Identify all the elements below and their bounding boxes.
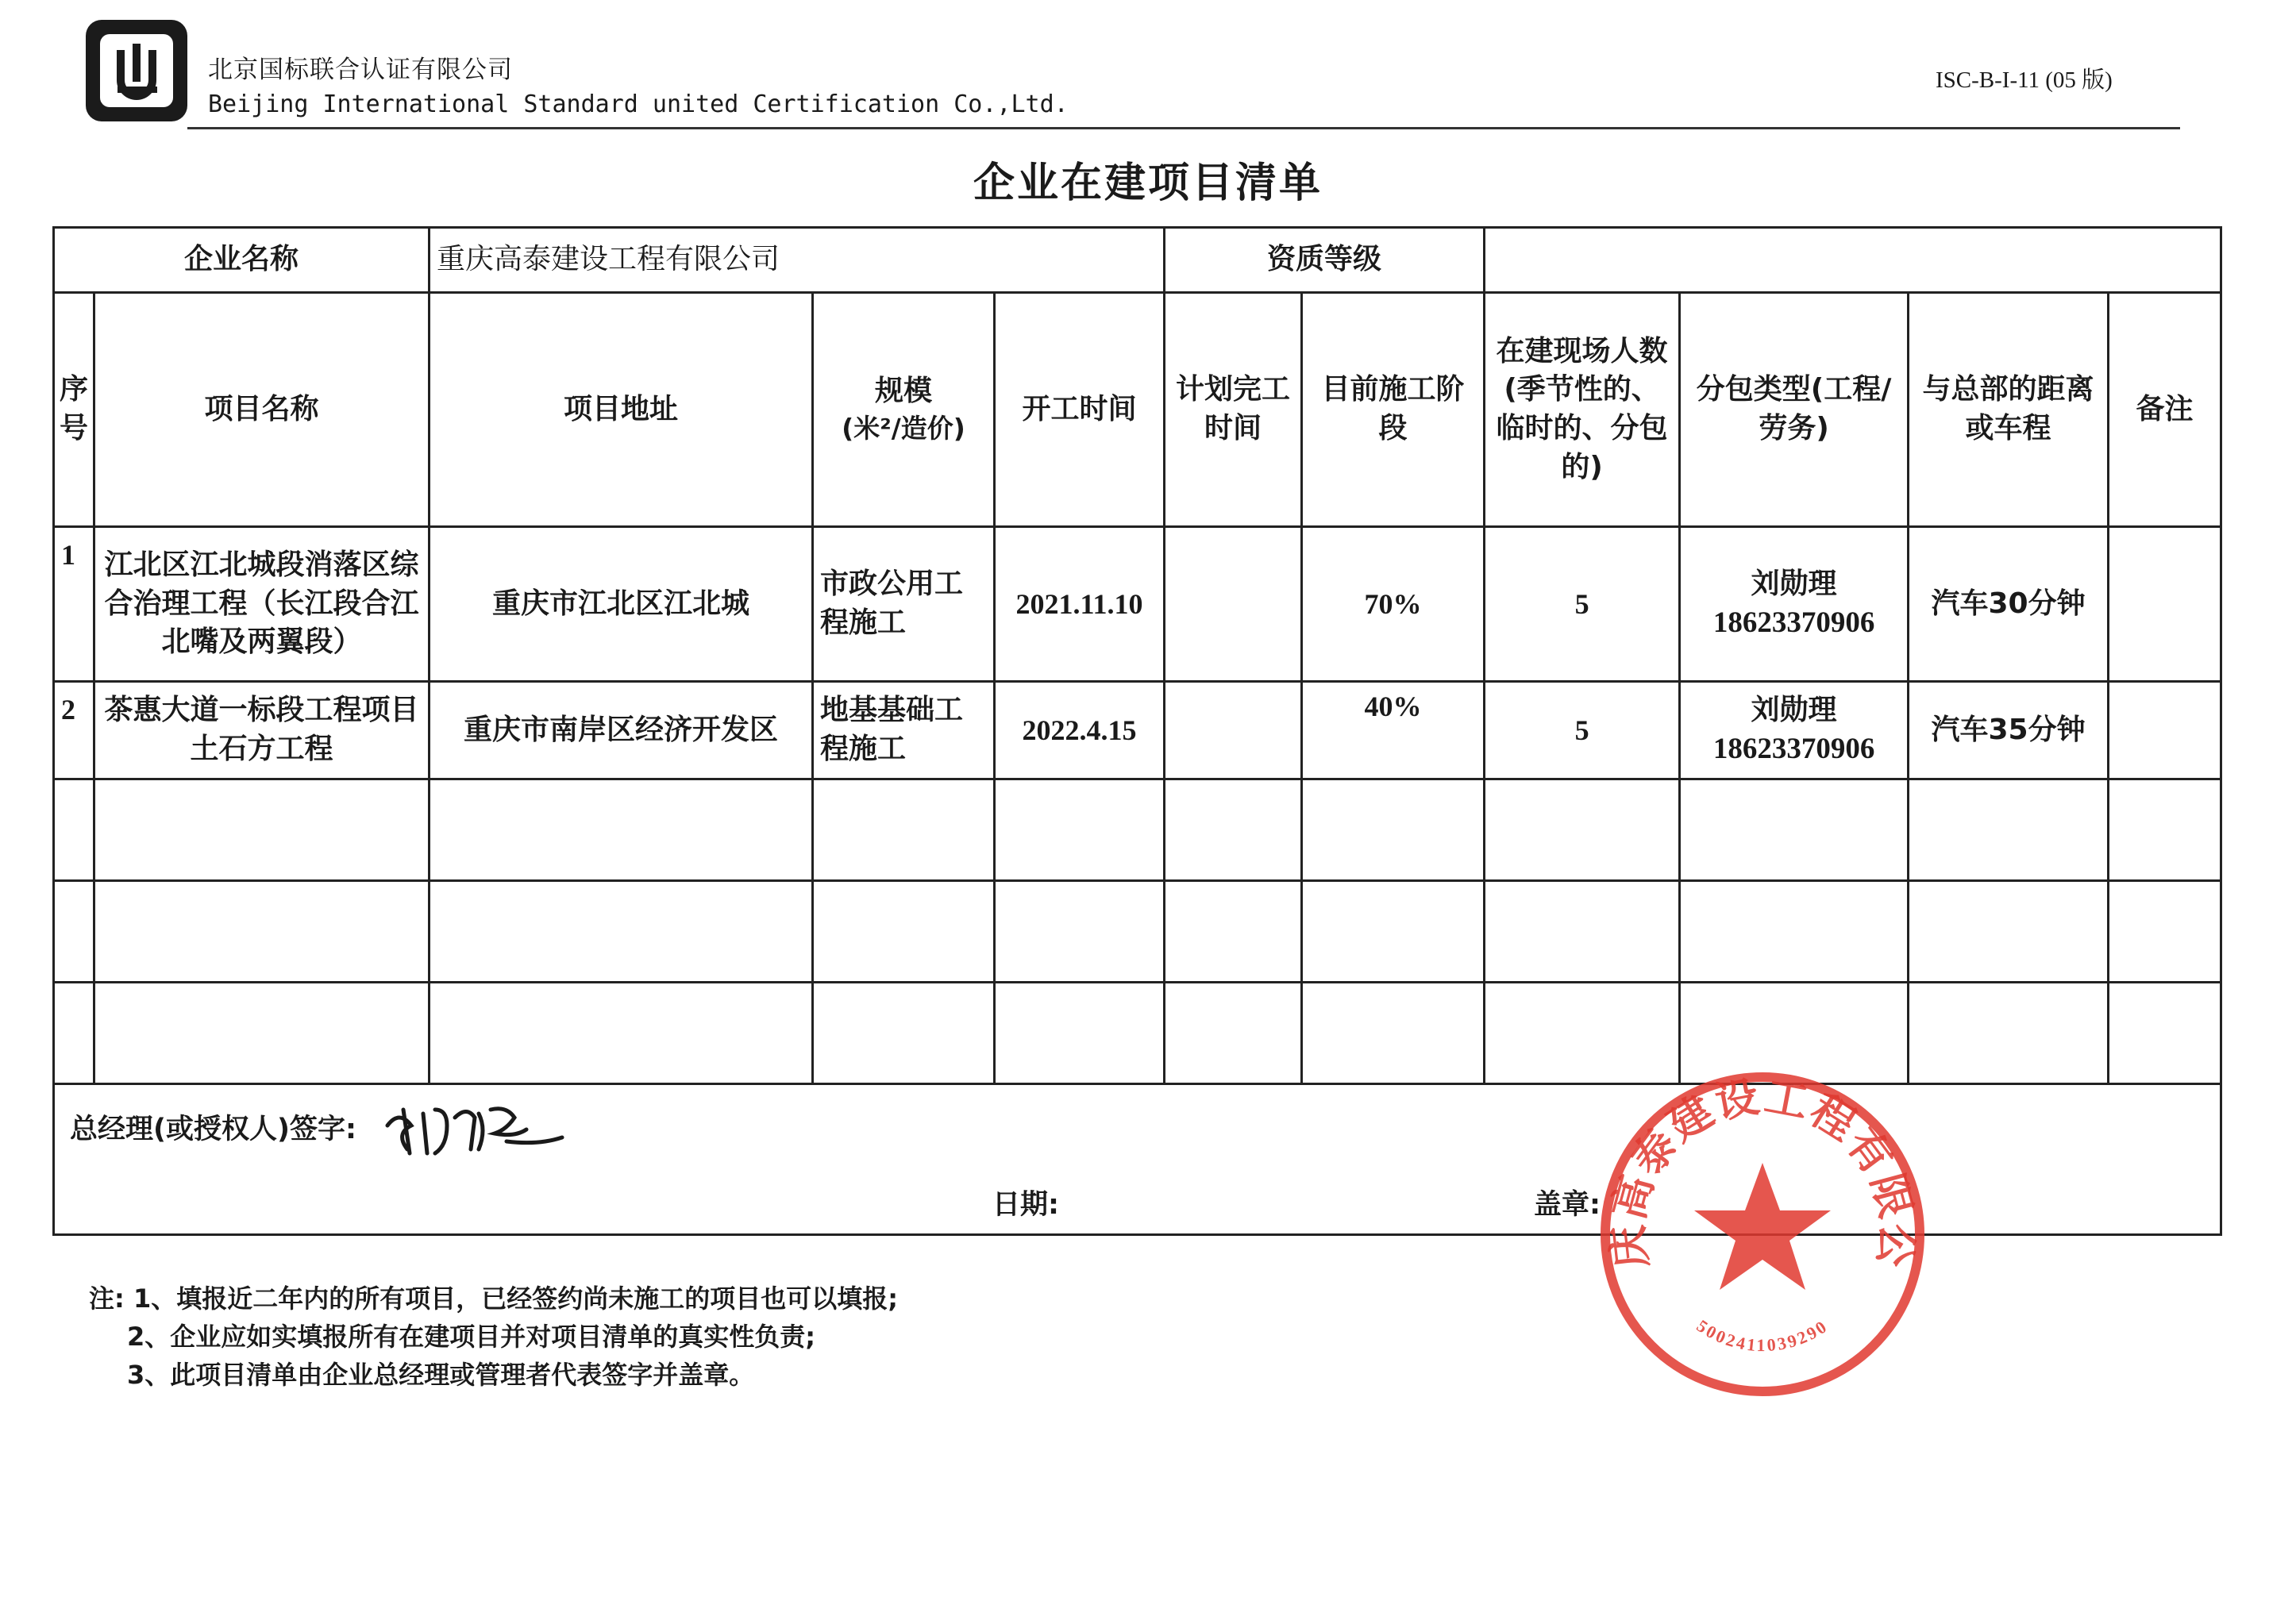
note-item: 注: 1、填报近二年内的所有项目，已经签约尚未施工的项目也可以填报; <box>89 1283 899 1314</box>
company-name-chinese: 北京国标联合认证有限公司 <box>208 56 513 84</box>
col-staff: 在建现场人数(季节性的、临时的、分包的) <box>1485 293 1680 527</box>
row-remarks <box>2109 682 2221 779</box>
col-address: 项目地址 <box>430 293 813 527</box>
column-header-row <box>54 293 2221 527</box>
company-name-english: Beijing International Standard united Certification Co.,Ltd. <box>208 90 1069 118</box>
col-scale-line2: (米²/造价) <box>842 413 965 444</box>
col-stage: 目前施工阶段 <box>1302 293 1485 527</box>
svg-text:5002411039290 <box>1693 1315 1832 1355</box>
row-start: 2021.11.10 <box>995 527 1165 682</box>
row-scale: 地基基础工程施工 <box>813 682 995 779</box>
qualification-value <box>1485 228 2221 293</box>
empty-row <box>54 779 2221 881</box>
empty-row <box>54 881 2221 983</box>
stamp-number-text: 5002411039290 <box>1693 1315 1832 1356</box>
row-subcontract <box>1680 682 1909 779</box>
notes-block <box>89 1280 898 1394</box>
handwritten-signature <box>379 1094 570 1168</box>
col-scale <box>813 293 995 527</box>
col-distance: 与总部的距离或车程 <box>1909 293 2109 527</box>
row-subcontract <box>1680 527 1909 682</box>
col-seq: 序号 <box>54 293 94 527</box>
col-subcontract: 分包类型(工程/劳务) <box>1680 293 1909 527</box>
row-distance: 汽车30分钟 <box>1909 527 2109 682</box>
certification-logo-icon <box>86 20 187 121</box>
company-name-label: 企业名称 <box>54 228 430 293</box>
header-divider <box>187 127 2180 129</box>
row-staff: 5 <box>1485 527 1680 682</box>
row-seq: 1 <box>54 527 94 682</box>
date-label: 日期: <box>992 1189 1059 1221</box>
row-scale: 市政公用工程施工 <box>813 527 995 682</box>
note-item: 3、此项目清单由企业总经理或管理者代表签字并盖章。 <box>127 1360 755 1390</box>
form-code: ISC-B-I-11 (05 版) <box>1936 67 2113 93</box>
table-row <box>54 682 2221 779</box>
row-address: 重庆市南岸区经济开发区 <box>430 682 813 779</box>
table-row <box>54 527 2221 682</box>
subcontract-contact-name: 刘勋理 <box>1751 693 1837 726</box>
document-title: 企业在建项目清单 <box>973 160 1323 207</box>
qualification-label: 资质等级 <box>1165 228 1485 293</box>
row-start: 2022.4.15 <box>995 682 1165 779</box>
col-project-name: 项目名称 <box>94 293 430 527</box>
row-stage: 70% <box>1302 527 1485 682</box>
row-planned-end <box>1165 527 1302 682</box>
col-remarks: 备注 <box>2109 293 2221 527</box>
subcontract-contact-name: 刘勋理 <box>1751 567 1837 600</box>
row-remarks <box>2109 527 2221 682</box>
row-seq: 2 <box>54 682 94 779</box>
subcontract-contact-phone: 18623370906 <box>1712 733 1875 766</box>
row-project-name: 江北区江北城段消落区综合治理工程（长江段合江北嘴及两翼段） <box>94 527 430 682</box>
stamp-company-text: 庆高泰建设工程有限公 <box>1602 1071 1923 1272</box>
col-start: 开工时间 <box>995 293 1165 527</box>
seal-label: 盖章: <box>1534 1189 1601 1221</box>
subcontract-contact-phone: 18623370906 <box>1712 606 1875 640</box>
col-planned-end: 计划完工时间 <box>1165 293 1302 527</box>
row-project-name: 茶惠大道一标段工程项目土石方工程 <box>94 682 430 779</box>
row-planned-end <box>1165 682 1302 779</box>
company-seal-stamp <box>1596 1068 1929 1404</box>
company-info-row <box>54 228 2221 293</box>
row-staff: 5 <box>1485 682 1680 779</box>
col-scale-line1: 规模 <box>875 375 933 408</box>
row-address: 重庆市江北区江北城 <box>430 527 813 682</box>
signature-label: 总经理(或授权人)签字: <box>70 1114 356 1145</box>
company-name-value: 重庆高泰建设工程有限公司 <box>430 228 1165 293</box>
row-distance: 汽车35分钟 <box>1909 682 2109 779</box>
row-stage: 40% <box>1302 682 1485 779</box>
note-item: 2、企业应如实填报所有在建项目并对项目清单的真实性负责; <box>127 1322 816 1352</box>
